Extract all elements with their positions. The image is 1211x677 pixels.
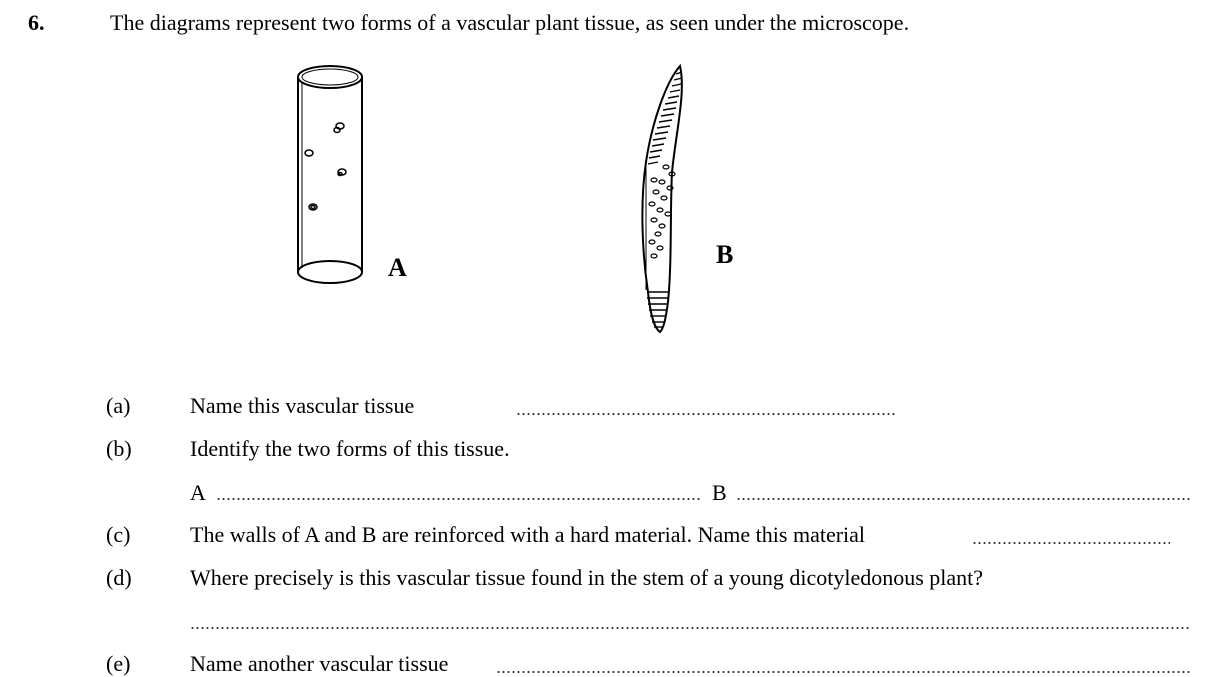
vessel-diagram-a [285, 62, 375, 287]
part-c-text: The walls of A and B are reinforced with a hard material. Name this material [190, 522, 866, 547]
part-d-label: (d) [106, 565, 132, 590]
part-c-answer-line[interactable] [972, 541, 1170, 545]
part-e-text: Name another vascular tissue [190, 651, 449, 676]
question-stem: The diagrams represent two forms of a vascular plant tissue, as seen under the microscope. [110, 10, 910, 35]
tracheid-diagram-b [632, 62, 692, 334]
part-b-answer-b-label: B [712, 480, 727, 505]
vessel-bottom-ellipse [298, 261, 362, 283]
part-b-text: Identify the two forms of this tissue. [190, 436, 510, 461]
part-b-label: (b) [106, 436, 132, 461]
part-a-text: Name this vascular tissue [190, 393, 415, 418]
figure-label-a: A [388, 253, 407, 282]
part-e-answer-line[interactable] [496, 670, 1191, 674]
vessel-top-inner [302, 69, 358, 85]
figure-label-b: B [716, 240, 734, 269]
part-b-answer-a-line[interactable] [216, 497, 700, 501]
part-d-text: Where precisely is this vascular tissue found in the stem of a young dicotyledonous plant? [190, 565, 984, 590]
part-c-label: (c) [106, 522, 131, 547]
vessel-pits [305, 123, 346, 210]
part-a-label: (a) [106, 393, 131, 418]
part-d-answer-line[interactable] [190, 626, 1190, 630]
part-a-answer-line[interactable] [516, 412, 896, 416]
part-e-label: (e) [106, 651, 131, 676]
part-b-answer-b-line[interactable] [736, 497, 1191, 501]
part-b-answer-a-label: A [190, 480, 206, 505]
question-number: 6. [28, 10, 45, 35]
